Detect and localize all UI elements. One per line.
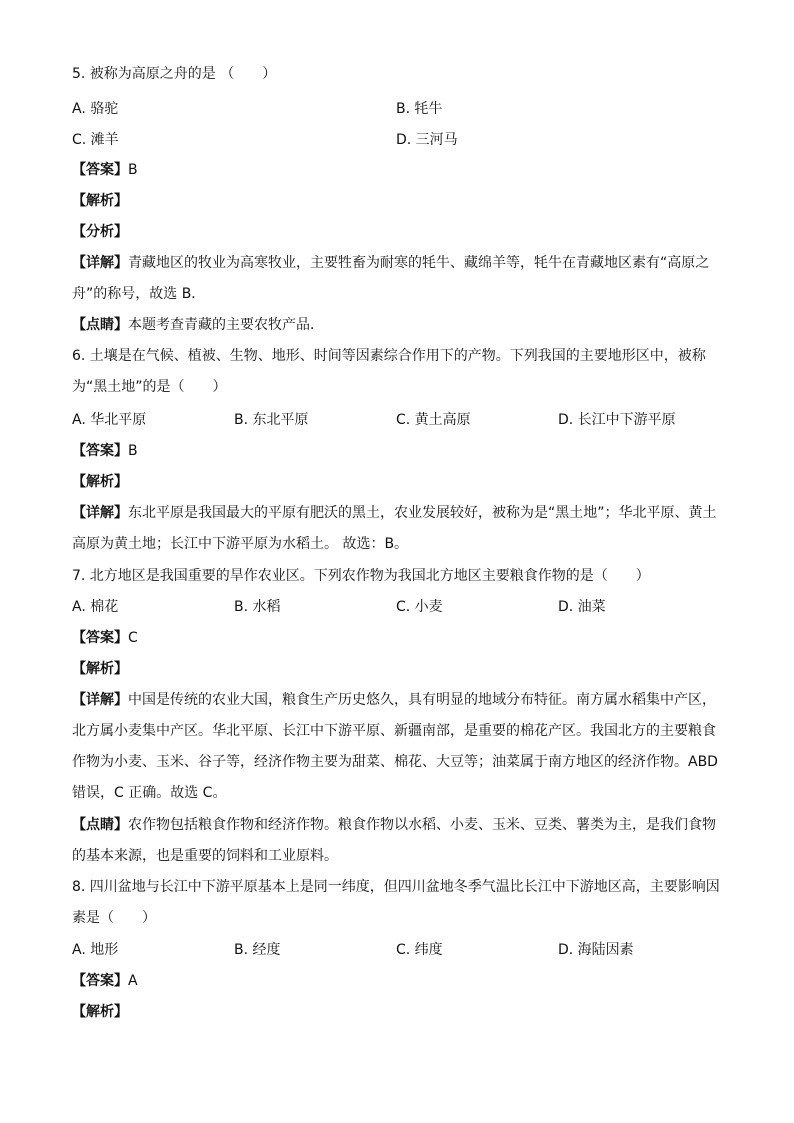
answer-value: B: [128, 443, 138, 459]
question-5: 5. 被称为高原之舟的是 （ ）: [72, 66, 277, 82]
q8-answer: [72, 973, 138, 989]
comment-text: 农作物包括粮食作物和经济作物。粮食作物以水稻、小麦、玉米、豆类、薯类为主，是我们食物的基本来源，也是重要的饲料和工业原料。: [72, 817, 716, 864]
analysis-tag: 【解析】: [72, 193, 128, 209]
q5-option-b: B. 牦牛: [396, 101, 443, 117]
q7-option-b: B. 水稻: [234, 599, 281, 615]
question-7: 7. 北方地区是我国重要的旱作农业区。下列农作物为我国北方地区主要粮食作物的是（ ）: [72, 568, 650, 584]
analysis-tag: 【解析】: [72, 1004, 128, 1020]
q7-option-c: C. 小麦: [396, 599, 443, 615]
detail-tag: 【详解】: [72, 255, 128, 271]
q7-option-a: A. 棉花: [72, 599, 119, 615]
question-8: 8. 四川盆地与长江中下游平原基本上是同一纬度，但四川盆地冬季气温比长江中下游地区高，主要影响因素是（ ）: [72, 879, 720, 926]
q5-comment: [72, 317, 324, 333]
analysis-tag: 【解析】: [72, 661, 128, 677]
answer-tag: 【答案】: [72, 630, 128, 646]
analysis-tag: 【解析】: [72, 474, 128, 490]
q8-option-b: B. 经度: [234, 942, 281, 958]
q7-detail: [72, 685, 722, 809]
answer-tag: 【答案】: [72, 973, 128, 989]
comment-tag: 【点睛】: [72, 817, 128, 833]
q5-option-a: A. 骆驼: [72, 101, 119, 117]
q5-analysis-tag: [72, 193, 128, 209]
q5-detail: [72, 248, 722, 310]
q7-comment: [72, 810, 722, 872]
q8-option-a: A. 地形: [72, 942, 119, 958]
fenxi-tag: 【分析】: [72, 224, 128, 240]
question-6: 6. 土壤是在气候、植被、生物、地形、时间等因素综合作用下的产物。下列我国的主要地形区中，被称为“黑土地”的是（ ）: [72, 348, 706, 395]
answer-value: B: [128, 162, 138, 178]
comment-tag: 【点睛】: [72, 317, 128, 333]
answer-tag: 【答案】: [72, 162, 128, 178]
detail-tag: 【详解】: [72, 505, 128, 521]
q6-option-b: B. 东北平原: [234, 412, 309, 428]
answer-tag: 【答案】: [72, 443, 128, 459]
comment-text: 本题考查青藏的主要农牧产品．: [128, 317, 324, 333]
q6-answer: [72, 443, 138, 459]
q7-option-d: D. 油菜: [558, 599, 606, 615]
q6-option-d: D. 长江中下游平原: [558, 412, 676, 428]
q6-detail: [72, 498, 722, 560]
document-page: [72, 0, 722, 1123]
q8-option-d: D. 海陆因素: [558, 942, 634, 958]
q5-fenxi-tag: [72, 224, 128, 240]
q8-analysis-tag: [72, 1004, 128, 1020]
q6-option-c: C. 黄土高原: [396, 412, 471, 428]
q7-analysis-tag: [72, 661, 128, 677]
q8-option-c: C. 纬度: [396, 942, 443, 958]
q6-analysis-tag: [72, 474, 128, 490]
q7-answer: [72, 630, 138, 646]
answer-value: A: [128, 973, 138, 989]
detail-text: 东北平原是我国最大的平原有肥沃的黑土，农业发展较好，被称为是“黑土地”；华北平原、黄土高原为黄土地；长江中下游平原为水稻土。 故选：B。: [72, 505, 717, 552]
detail-tag: 【详解】: [72, 692, 128, 708]
answer-value: C: [128, 630, 138, 646]
q5-option-d: D. 三河马: [396, 132, 458, 148]
detail-text: 中国是传统的农业大国，粮食生产历史悠久，具有明显的地域分布特征。南方属水稻集中产区，北方属小麦集中产区。华北平原、长江中下游平原、新疆南部，是重要的棉花产区。我国北方的主要粮食作物为小麦、玉米、谷子等，经济作物主要为甜菜、棉花、大豆等；油菜属于南方地区的经济作物。ABD 错误，C 正确。故选 C。: [72, 692, 718, 801]
q5-option-c: C. 滩羊: [72, 132, 119, 148]
detail-text: 青藏地区的牧业为高寒牧业，主要牲畜为耐寒的牦牛、藏绵羊等，牦牛在青藏地区素有“高原之舟”的称号，故选 B．: [72, 255, 710, 302]
q6-option-a: A. 华北平原: [72, 412, 147, 428]
q5-answer: [72, 162, 138, 178]
